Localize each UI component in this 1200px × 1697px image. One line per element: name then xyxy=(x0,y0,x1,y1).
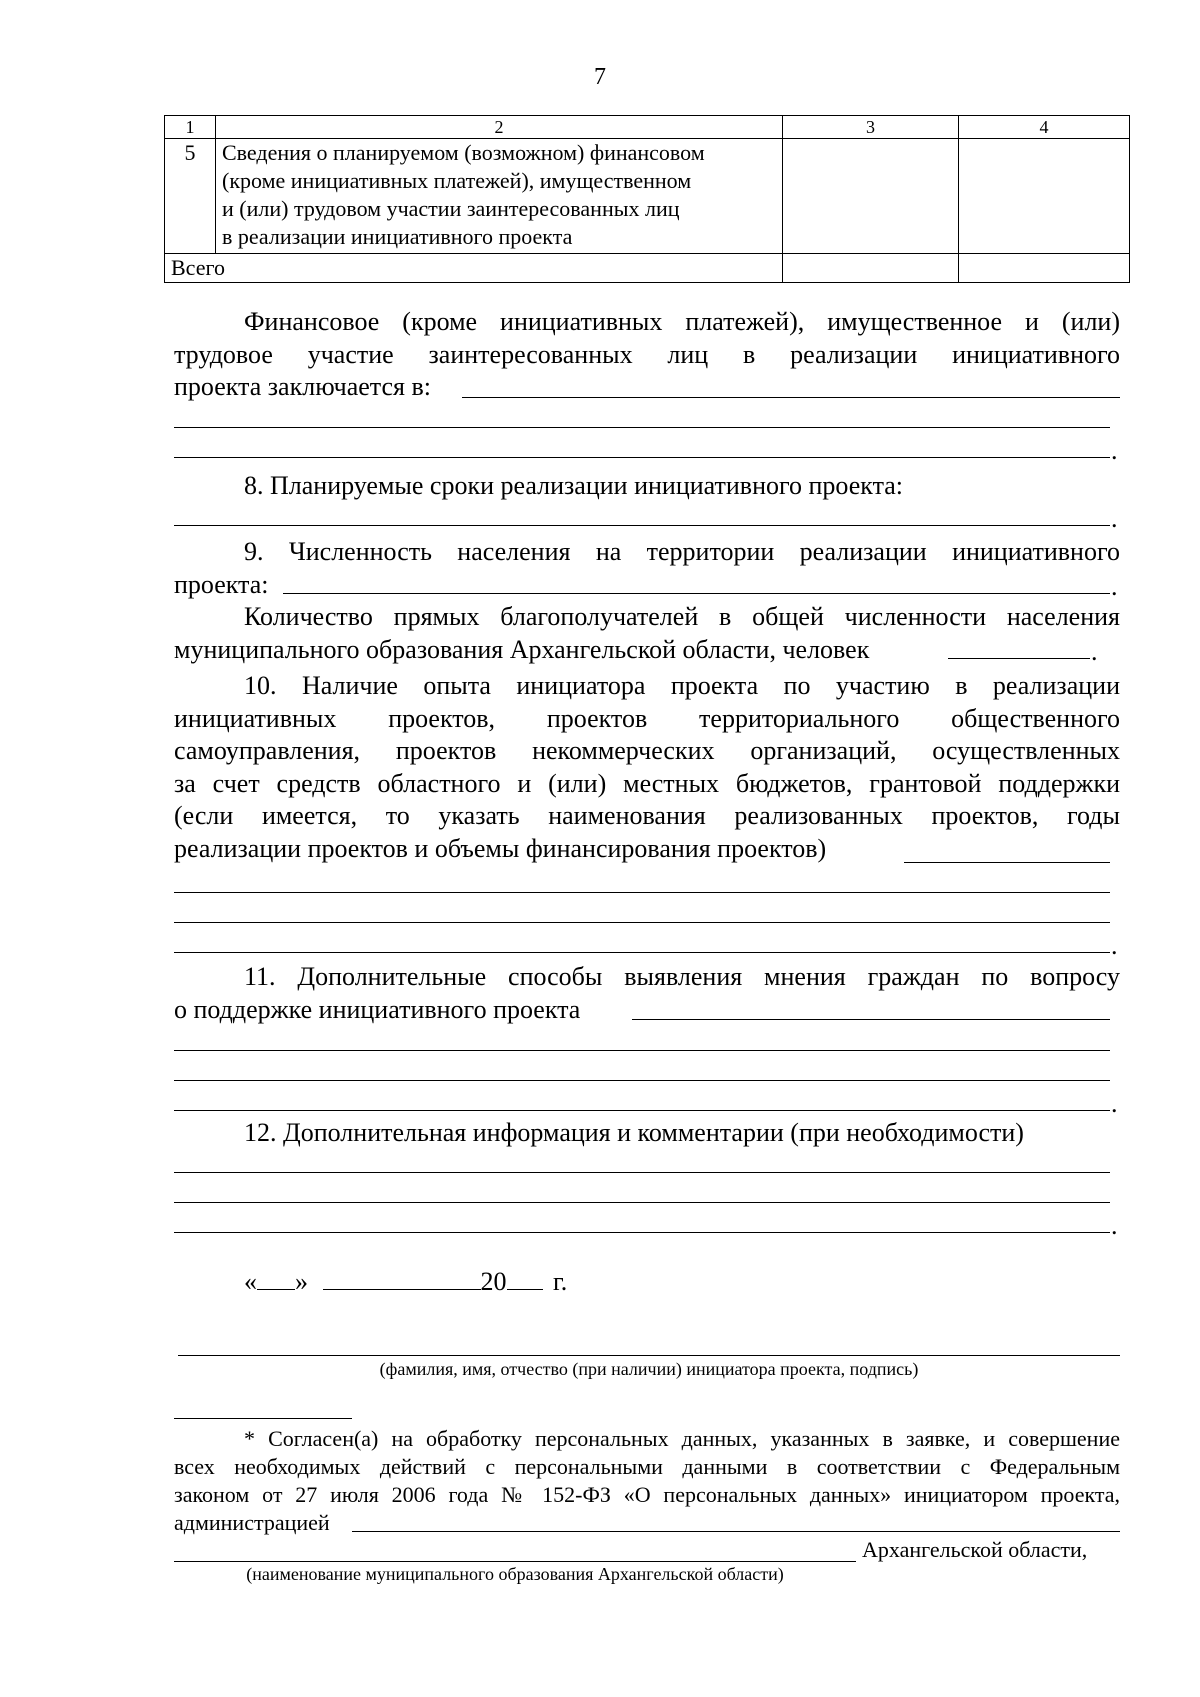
total-cell-4[interactable] xyxy=(959,254,1130,283)
section-8-title xyxy=(174,470,1120,503)
section-10-fill-line[interactable] xyxy=(174,922,1110,923)
page-number: 7 xyxy=(594,64,606,90)
municipality-fill-line[interactable] xyxy=(174,1561,856,1562)
date-line xyxy=(244,1266,567,1298)
section-10-fill-line[interactable] xyxy=(174,952,1110,953)
row-description-line: в реализации инициативного проекта xyxy=(222,224,573,249)
month-field[interactable] xyxy=(323,1269,481,1290)
section-11-fill-line[interactable] xyxy=(174,1050,1110,1051)
period: . xyxy=(1091,637,1098,666)
footnote-line: законом от 27 июля 2006 года № 152-ФЗ «О персональных данных» инициатором проекта, xyxy=(174,1482,1120,1507)
section-11-line: 11. Дополнительные способы выявления мнения граждан по вопросу xyxy=(244,962,1120,991)
table-header-cell: 4 xyxy=(959,116,1130,139)
period: . xyxy=(1111,931,1118,960)
participation-fill-line[interactable] xyxy=(174,457,1110,458)
municipality-caption: (наименование муниципального образования Архангельской области) xyxy=(246,1564,784,1584)
section-10-fill-line[interactable] xyxy=(904,862,1110,863)
footnote-line: * Согласен(а) на обработку персональных данных, указанных в заявке, и совершение xyxy=(244,1426,1120,1451)
project-table xyxy=(164,115,1130,283)
section-10-line: реализации проектов и объемы финансирования проектов) xyxy=(174,833,827,863)
region-text: Архангельской области, xyxy=(862,1537,1088,1562)
total-cell-3[interactable] xyxy=(783,254,959,283)
section-9-paragraph xyxy=(174,536,1120,666)
period: . xyxy=(1111,436,1118,465)
table-row xyxy=(165,139,1130,254)
section-12-fill-line[interactable] xyxy=(174,1172,1110,1173)
date-close-quote: » xyxy=(295,1267,308,1296)
section-10-line: самоуправления, проектов некоммерческих организаций, осуществленных xyxy=(174,736,1120,765)
year-prefix: 20 xyxy=(480,1267,507,1296)
participation-line: трудовое участие заинтересованных лиц в реализации инициативного xyxy=(174,339,1120,369)
row-description-line: и (или) трудовом участии заинтересованных лиц xyxy=(222,196,680,221)
date-open-quote: « xyxy=(244,1267,257,1296)
section-10-paragraph xyxy=(174,670,1120,865)
period: . xyxy=(1111,572,1118,601)
period: . xyxy=(1111,504,1118,533)
table-header-row xyxy=(165,116,1130,139)
row-cell-4[interactable] xyxy=(959,139,1130,254)
population-fill-line[interactable] xyxy=(283,593,1110,594)
section-12-text: 12. Дополнительная информация и комментарии (при необходимости) xyxy=(244,1118,1024,1147)
row-description-line: (кроме инициативных платежей), имущественном xyxy=(222,168,692,193)
section-11-fill-line[interactable] xyxy=(174,1080,1110,1081)
signature-caption: (фамилия, имя, отчество (при наличии) инициатора проекта, подпись) xyxy=(379,1359,919,1379)
section-11-fill-line[interactable] xyxy=(632,1019,1110,1020)
table-header-cell: 1 xyxy=(165,116,216,139)
period: . xyxy=(1111,1211,1118,1240)
table-header-cell: 3 xyxy=(783,116,959,139)
section-11-fill-line[interactable] xyxy=(174,1110,1110,1111)
beneficiaries-fill-line[interactable] xyxy=(948,658,1090,659)
row-description xyxy=(216,139,783,254)
administration-fill-line[interactable] xyxy=(352,1531,1120,1532)
total-row xyxy=(165,254,1130,283)
participation-line: проекта заключается в: xyxy=(174,372,431,401)
participation-line: Финансовое (кроме инициативных платежей), имущественное и (или) xyxy=(244,307,1120,336)
footnote-line: всех необходимых действий с персональными данными в соответствии с Федеральным xyxy=(174,1454,1120,1479)
section-12-fill-line[interactable] xyxy=(174,1232,1110,1233)
section-10-fill-line[interactable] xyxy=(174,892,1110,893)
total-label: Всего xyxy=(165,254,783,283)
section-11-line: о поддержке инициативного проекта xyxy=(174,994,581,1024)
table-header-cell: 2 xyxy=(216,116,783,139)
period: . xyxy=(1111,1089,1118,1118)
section-9-line: проекта: xyxy=(174,569,269,599)
section-8-text: 8. Планируемые сроки реализации инициативного проекта: xyxy=(244,471,904,500)
participation-fill-line[interactable] xyxy=(174,427,1110,428)
section-10-line: 10. Наличие опыта инициатора проекта по участию в реализации xyxy=(244,671,1120,700)
section-12-title xyxy=(174,1117,1120,1150)
section-10-line: за счет средств областного и (или) местных бюджетов, грантовой поддержки xyxy=(174,768,1120,798)
section-9-line: муниципального образования Архангельской области, человек xyxy=(174,634,870,664)
footnote-separator xyxy=(174,1418,352,1419)
signature-line[interactable] xyxy=(178,1355,1120,1356)
section-12-fill-line[interactable] xyxy=(174,1202,1110,1203)
section-9-line: 9. Численность населения на территории реализации инициативного xyxy=(244,537,1120,566)
participation-fill-line[interactable] xyxy=(462,397,1120,398)
footnote-paragraph xyxy=(174,1425,1120,1537)
row-description-line: Сведения о планируемом (возможном) финансовом xyxy=(222,140,705,165)
row-cell-3[interactable] xyxy=(783,139,959,254)
row-number: 5 xyxy=(165,139,216,254)
footnote-line: администрацией xyxy=(174,1510,330,1535)
section-10-line: (если имеется, то указать наименования реализованных проектов, годы xyxy=(174,801,1120,830)
participation-paragraph xyxy=(174,306,1120,404)
day-field[interactable] xyxy=(257,1269,295,1290)
section-8-fill-line[interactable] xyxy=(174,525,1110,526)
year-suffix: г. xyxy=(553,1267,568,1296)
year-field[interactable] xyxy=(507,1269,543,1290)
section-10-line: инициативных проектов, проектов территориального общественного xyxy=(174,703,1120,733)
section-11-paragraph xyxy=(174,961,1120,1026)
section-9-line: Количество прямых благополучателей в общей численности населения xyxy=(244,602,1120,631)
